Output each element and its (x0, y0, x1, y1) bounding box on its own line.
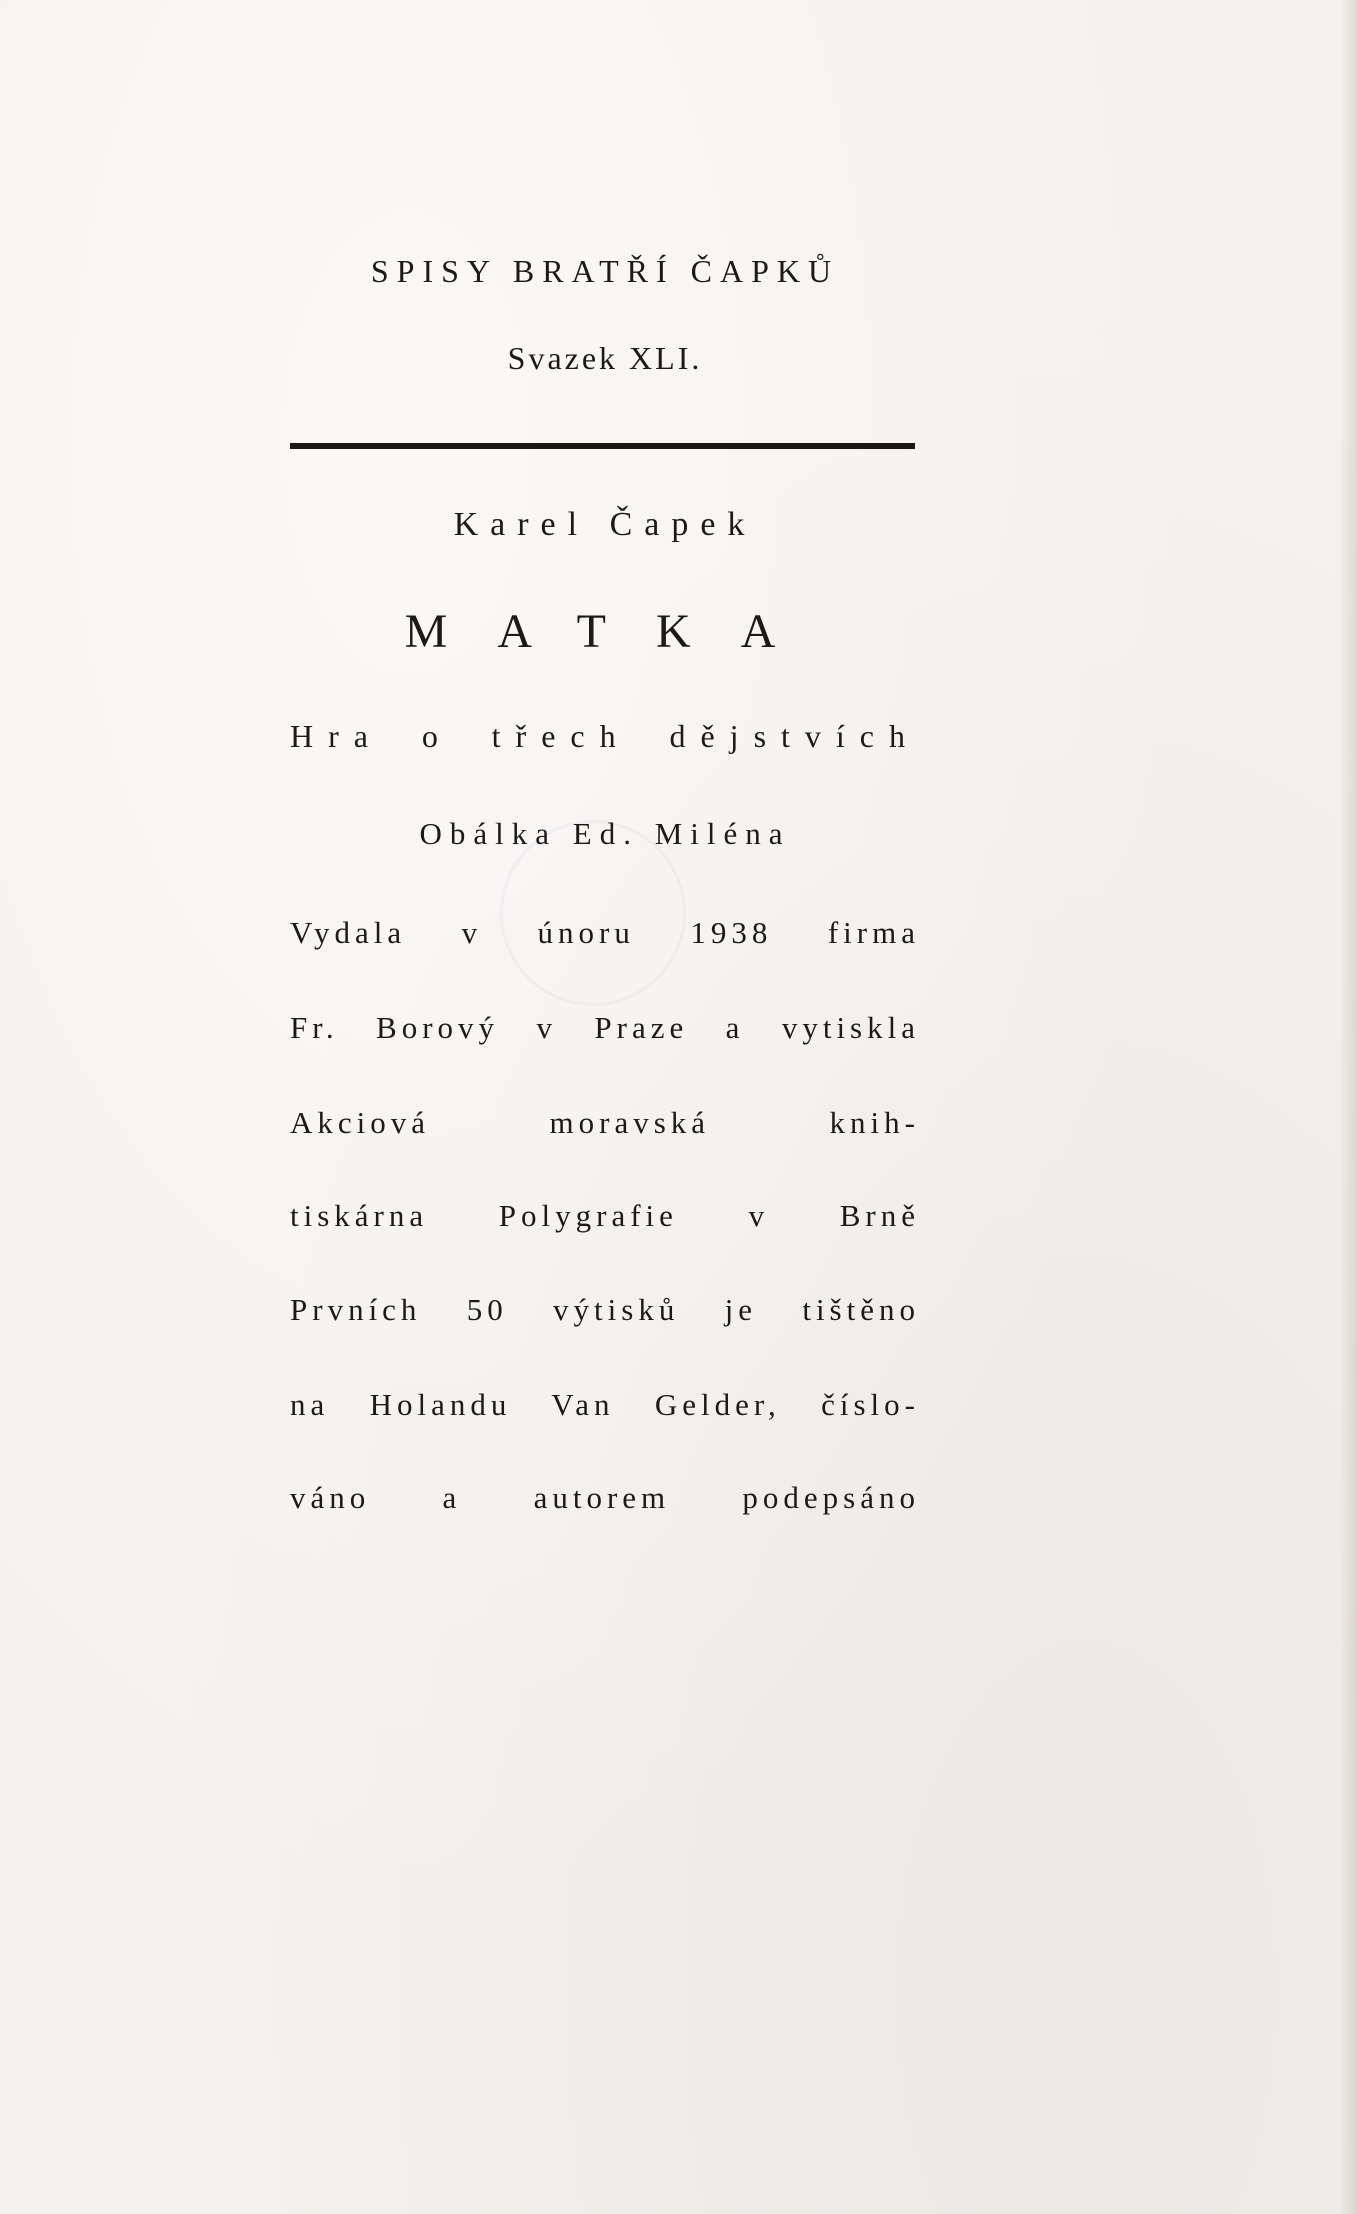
colophon-line: na Holandu Van Gelder, číslo- (290, 1387, 920, 1422)
colophon-line: váno a autorem podepsáno (290, 1480, 920, 1515)
cover-credit: Obálka Ed. Miléna (419, 816, 791, 851)
colophon-line: Fr. Borový v Praze a vytiskla (290, 1010, 920, 1045)
colophon-line: tiskárna Polygrafie v Brně (290, 1198, 920, 1233)
colophon-line: Akciová moravská knih- (290, 1105, 920, 1140)
book-title: MATKA (404, 605, 826, 658)
divider-rule (290, 443, 915, 449)
volume-number: Svazek XLI. (507, 340, 703, 376)
author-name: Karel Čapek (453, 506, 757, 543)
colophon-line: Vydala v únoru 1938 firma (290, 915, 920, 950)
series-title: SPISY BRATŘÍ ČAPKŮ (370, 253, 840, 289)
colophon-line: Prvních 50 výtisků je tištěno (290, 1292, 920, 1327)
page-edge-shadow (1339, 0, 1357, 2214)
book-subtitle: Hra o třech dějstvích (290, 718, 920, 754)
